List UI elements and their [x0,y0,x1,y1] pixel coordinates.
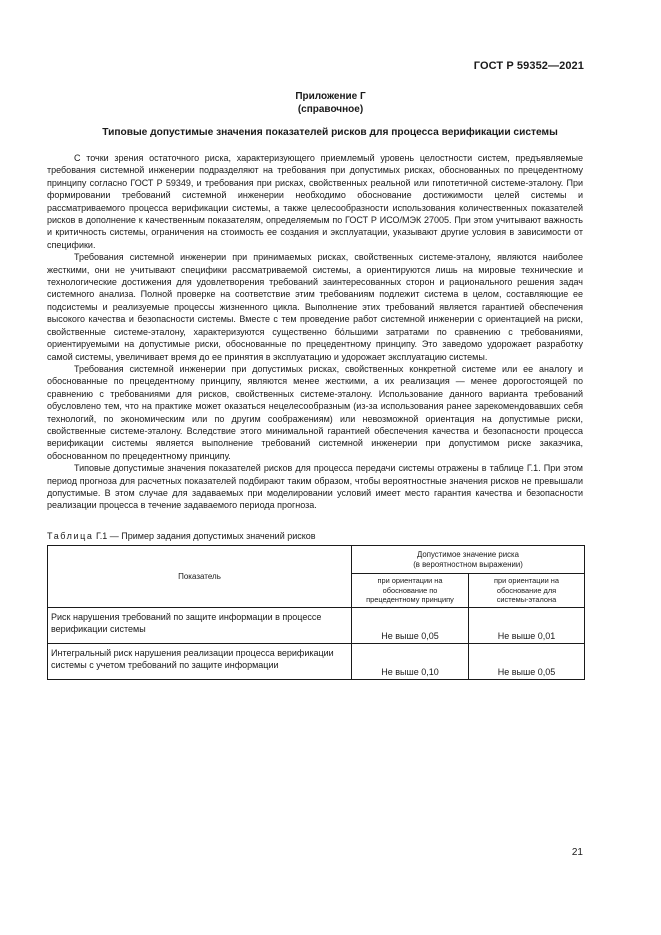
header-sub-line: при ориентации на [377,576,443,586]
page-number: 21 [571,847,583,858]
header-precedent [352,574,469,608]
row-indicator: Интегральный риск нарушения реализации процесса верификации системы с учетом требований по защите информации [48,644,352,680]
table-caption-text: Г.1 — Пример задания допустимых значений рисков [96,531,316,541]
row-reference-value: Не выше 0,01 [469,608,585,644]
header-sub-line: обоснование для [496,585,557,595]
header-sub-line: системы-эталона [496,595,557,605]
paragraph: Типовые допустимые значения показателей рисков для процесса передачи системы отражены в таблице Г.1. При этом период прогноза для расчетных показателей подбирают таким образом, чтобы вероятностные значения рисков не превышали допустимые. В этом случае для задаваемых при моделировании условий имеет место гарантия качества и безопасности реализации процесса в течение задаваемого периода прогноза. [47,463,583,511]
header-group-line: (в вероятностном выражении) [413,559,523,569]
table-row [48,644,585,680]
standard-code: ГОСТ Р 59352—2021 [473,60,584,72]
annex-subtitle: (справочное) [297,104,364,115]
paragraph: Требования системной инженерии при допустимых рисках, свойственных конкретной системе или ее аналогу и обоснованные по прецедентному принципу, являются менее жесткими, а их реализация — менее дорогостоящей по сравнению с требованиями для рисков, свойственных системе-эталону. Использование данного варианта требований обусловлено тем, что на практике может оказаться нецелесообразным (из-за использования ранее зарекомендовавших себя технологий, по экономическим или по другим соображениям) или невозможной ориентация на допустимые риски, свойственные системе-эталону. Вследствие этого минимальной гарантией обеспечения качества и безопасности процесса верификации системы является выполнение требований системной инженерии при допустимом риске заказчика, обоснованном по прецедентному принципу. [47,363,583,461]
header-sub-line: обоснование по [382,585,438,595]
body-text [47,152,583,512]
row-indicator: Риск нарушения требований по защите информации в процессе верификации системы [48,608,352,644]
section-title: Типовые допустимые значения показателей рисков для процесса верификации системы [102,127,558,138]
header-sub-line: прецедентному принципу [366,595,454,605]
paragraph: Требования системной инженерии при принимаемых рисках, свойственных системе-эталону, являются наиболее жесткими, они не учитывают специфики рассматриваемой системы, а ориентируются лишь на мировые технические и технологические достижения для удовлетворения требований заинтересованных сторон и рационального решения задач системного анализа. Полной проверке на соответствие этим требованиям подлежит система в целом, составляющие ее подсистемы и реализуемые процессы жизненного цикла. Выполнение этих требований является гарантией обеспечения высокого качества и безопасности системы. Вместе с тем проведение работ системной инженерии с ориентацией на риски, свойственные системе-эталону, характеризуются существенно бо́льшими затратами по сравнению с требованиями, ориентируемыми на допустимые риски, обоснованные по прецедентному принципу. Это заведомо удорожает разработку самой системы, увеличивает время до ее принятия в эксплуатацию и удорожает эксплуатацию системы. [47,252,583,362]
risk-values-table [47,545,585,680]
table-caption [47,531,316,541]
row-precedent-value: Не выше 0,10 [352,644,469,680]
annex-title: Приложение Г [295,91,366,102]
paragraph: С точки зрения остаточного риска, характеризующего приемлемый уровень целостности систем, предъявляемые требования системной инженерии подразделяют на требования при допустимых рисках, обоснованных по прецедентному принципу согласно ГОСТ Р 59349, и требования при рисках, свойственных реальной или гипотетичной системе-эталону. При формировании требований системной инженерии необходимо обоснование достижимости целей системы и рассматриваемого процесса верификации системы, а также целесообразности использования количественных показателей рисков в дополнение к качественным показателям, определяемым по ГОСТ Р ИСО/МЭК 27005. При этом учитывают важность и критичность системы, ограничения на стоимость ее создания и эксплуатации, указывают другие условия в зависимости от специфики. [47,153,583,250]
row-reference-value: Не выше 0,05 [469,644,585,680]
header-reference [469,574,585,608]
row-precedent-value: Не выше 0,05 [352,608,469,644]
table-row [48,608,585,644]
header-indicator: Показатель [48,546,352,608]
table-caption-label: Таблица [47,531,94,541]
header-sub-line: при ориентации на [494,576,559,586]
header-group-line: Допустимое значение риска [417,549,519,559]
header-allowed-risk [352,546,585,574]
